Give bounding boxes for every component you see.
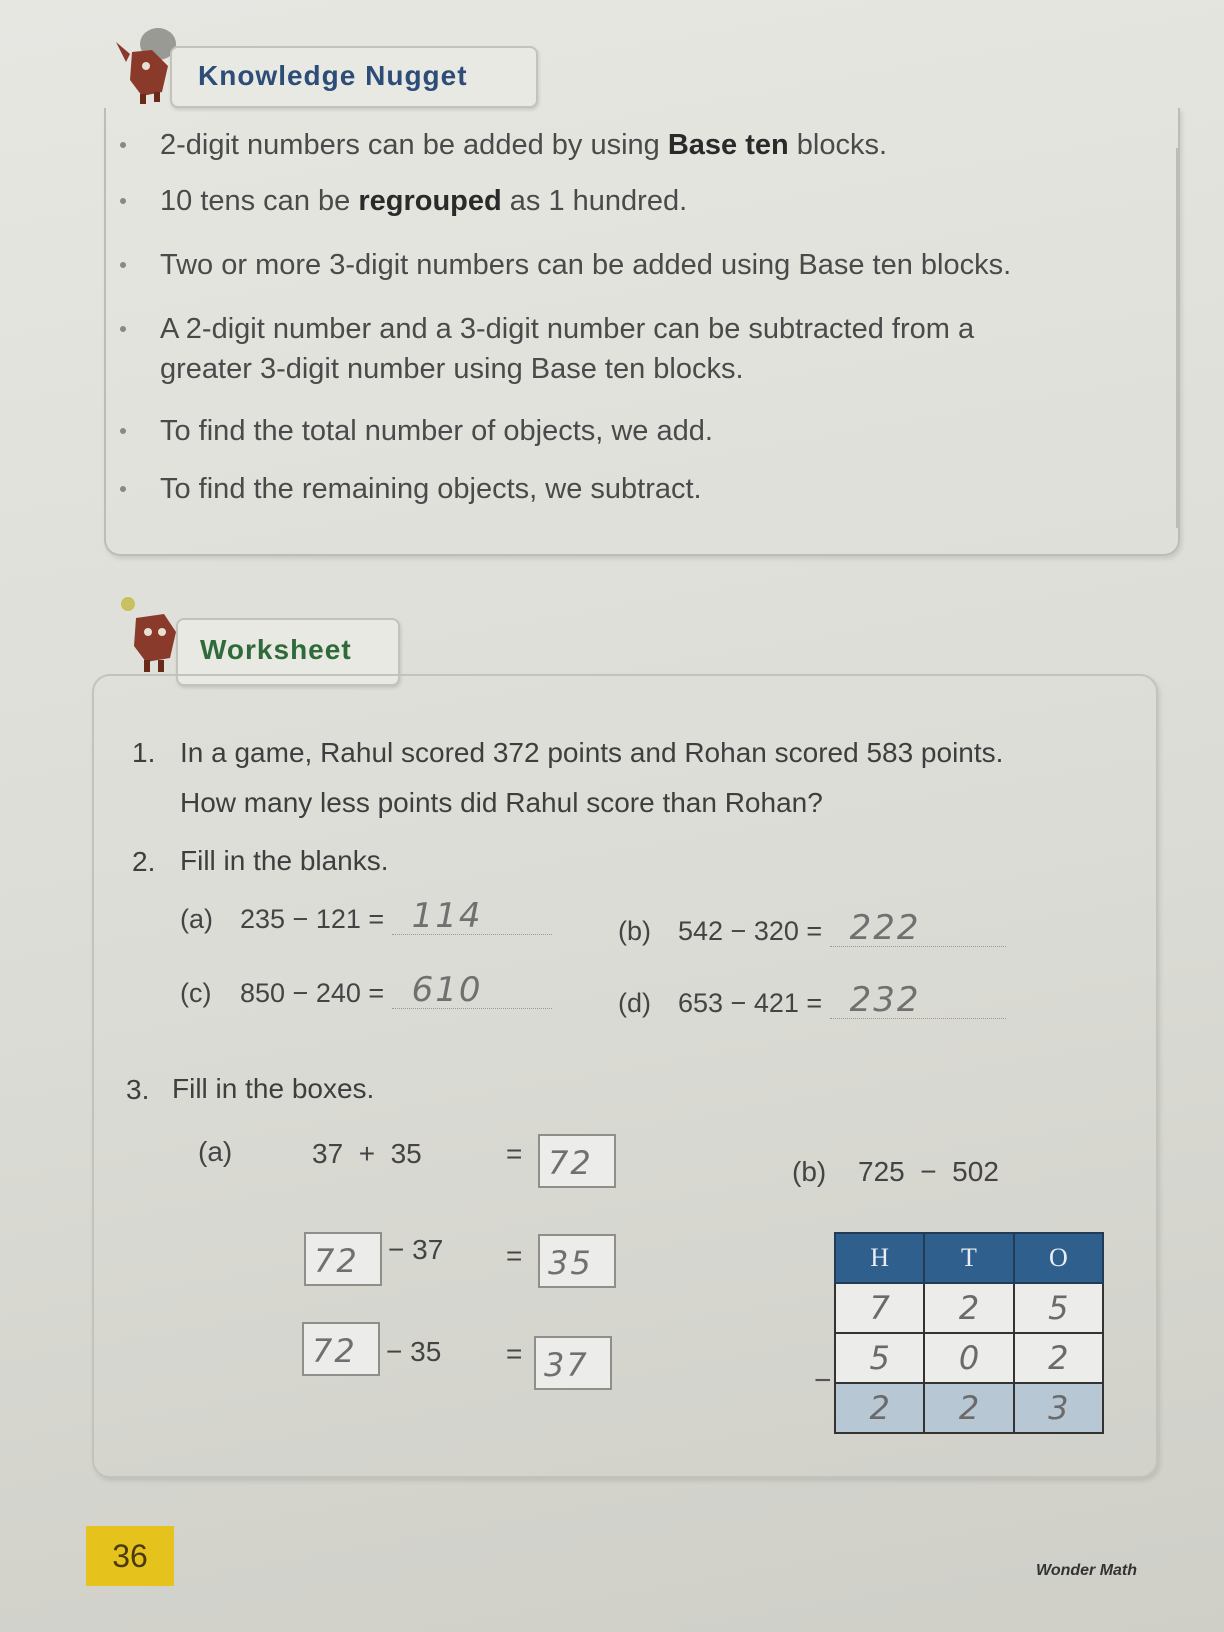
box-a-row2-answer[interactable]: 35: [538, 1234, 616, 1288]
hto-header-h: H: [835, 1233, 924, 1283]
box-a-row2-eq: =: [506, 1240, 523, 1271]
hto-cell: 2: [1014, 1333, 1103, 1383]
box-a-row3-first[interactable]: 72: [302, 1322, 380, 1376]
hto-header-t: T: [924, 1233, 1013, 1283]
hto-cell: 0: [924, 1333, 1013, 1383]
blank-b: (b) 542 − 320 = 222: [618, 916, 1006, 947]
blank-d: (d) 653 − 421 = 232: [618, 988, 1006, 1019]
hto-result-cell[interactable]: 2: [835, 1383, 924, 1433]
knowledge-nugget-title: Knowledge Nugget: [198, 60, 468, 91]
hto-result-cell[interactable]: 2: [924, 1383, 1013, 1433]
box-a-label: (a): [198, 1136, 233, 1167]
knowledge-nugget-tab: [170, 46, 538, 108]
hto-minus-sign: −: [814, 1364, 832, 1397]
box-a-row1-eq: =: [506, 1138, 523, 1169]
box-a-row3-eq: =: [506, 1338, 523, 1369]
hto-cell: 5: [835, 1333, 924, 1383]
hto-cell: 7: [835, 1283, 924, 1333]
page-number: 36: [86, 1526, 174, 1586]
box-a-row2-first[interactable]: 72: [304, 1232, 382, 1286]
brand-logo: Wonder Math: [1036, 1562, 1138, 1579]
box-a-row3-expr: − 35: [386, 1336, 442, 1367]
hto-table: [834, 1232, 1104, 1434]
box-a-row2-expr: − 37: [388, 1234, 444, 1265]
hto-result-cell[interactable]: 3: [1014, 1383, 1103, 1433]
blank-a-answer[interactable]: 114: [392, 904, 552, 935]
box-b-label: (b): [792, 1156, 827, 1187]
box-a-row3-answer[interactable]: 37: [534, 1336, 612, 1390]
box-a-row1-answer[interactable]: 72: [538, 1134, 616, 1188]
hto-header-o: O: [1014, 1233, 1103, 1283]
box-a-row1-expr: 37 + 35: [312, 1138, 422, 1169]
blank-d-answer[interactable]: 232: [830, 988, 1006, 1019]
worksheet-title: Worksheet: [200, 634, 352, 665]
blank-c: (c) 850 − 240 = 610: [180, 978, 552, 1009]
hto-cell: 2: [924, 1283, 1013, 1333]
box-b-expr: 725 − 502: [858, 1156, 999, 1187]
blank-a: (a) 235 − 121 = 114: [180, 904, 552, 935]
blank-b-answer[interactable]: 222: [830, 916, 1006, 947]
hto-cell: 5: [1014, 1283, 1103, 1333]
blank-c-answer[interactable]: 610: [392, 978, 552, 1009]
textbook-page: Knowledge Nugget 2-digit numbers can be added by using Base ten blocks. 10 tens can be regrouped as 1 hundred. Two or more 3-digit numbers can be added using Base ten blocks. A 2-digit number and a 3-digit number can be subtracted from a greater 3-digit number using Base ten blocks. To find the total number of objects, we add. To find the remaining objects, we subtract. Worksheet 1. In a game, Rahul scored 372 points and Rohan scored 583 points. How many less points did Rahul score than Rohan? 2. Fill in the blanks. (a) 235 − 121 = 114 (b) 542 − 320 = 222 (c) 850 − 240 = 610 (d) 653 − 421 = 232 3. Fill in the boxes. (a) 37 + 35 = 72 72 − 37 = 35 72 − 35 = 37 (b) 725 − 502 H T O 7 2 5 5 0 2 2 2 3 − 36 Wonder Math: [0, 0, 1224, 1632]
